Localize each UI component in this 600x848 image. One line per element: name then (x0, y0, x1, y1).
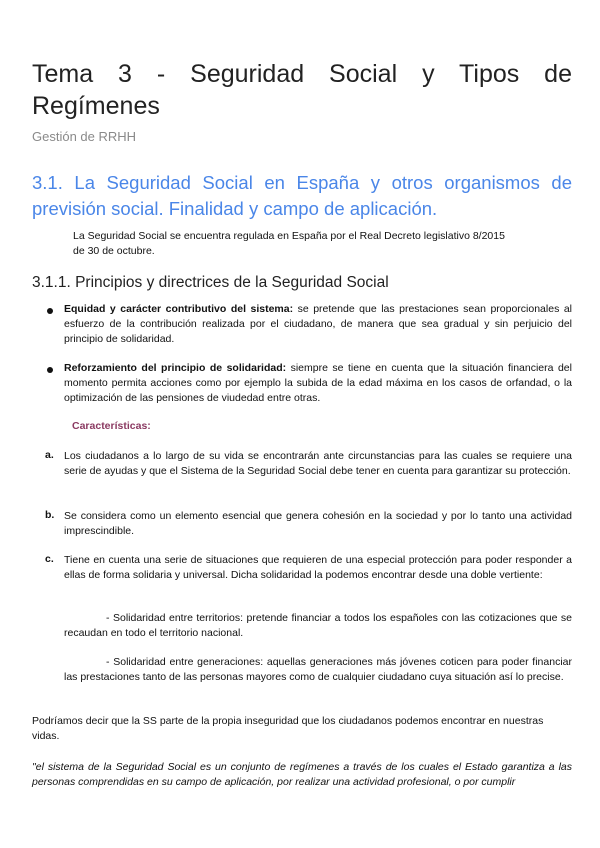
bullet-term: Reforzamiento del principio de solidaridad: (64, 362, 287, 374)
quote-paragraph: "el sistema de la Seguridad Social es un conjunto de regímenes a través de los cuales el Estado garantiza a las personas comprendidas en su campo de aplicación, por realizar una actividad profesional, o por cumplir (32, 761, 572, 788)
document-subtitle: Gestión de RRHH (32, 129, 137, 144)
list-letter: a. (45, 449, 54, 461)
list-letter: b. (45, 509, 55, 521)
bullet-item-solidaridad (64, 361, 572, 406)
sub-item-generaciones: - Solidaridad entre generaciones: aquellas generaciones más jóvenes coticen para poder financiar las prestaciones tanto de las personas mayores como de cualquier ciudadano cuya situación así lo precise. (64, 656, 572, 683)
bullet-text: se pretende que las prestaciones sean proporcionales al esfuerzo de la contribución realizada por el ciudadano, de manera que sea gradual y sin perjuicio del principio de solidaridad. (64, 303, 573, 345)
bullet-dot-icon (47, 308, 53, 314)
bullet-term: Equidad y carácter contributivo del sistema: (64, 303, 294, 315)
closing-paragraph: Podríamos decir que la SS parte de la propia inseguridad que los ciudadanos podemos encontrar en nuestras vidas. (32, 715, 544, 742)
document-title: Tema 3 - Seguridad Social y Tipos de Regímenes (32, 60, 572, 120)
sub-item-territorios: - Solidaridad entre territorios: pretende financiar a todos los españoles con las cotizaciones que se recaudan en todo el territorio nacional. (64, 612, 572, 639)
characteristics-label: Características: (72, 420, 151, 432)
section-intro: La Seguridad Social se encuentra regulada en España por el Real Decreto legislativo 8/2015 de 30 de octubre. (73, 230, 505, 257)
section-heading: 3.1. La Seguridad Social en España y otros organismos de previsión social. Finalidad y campo de aplicación. (32, 172, 572, 219)
bullet-text: siempre se tiene en cuenta que la situación financiera del momento permita acciones como por ejemplo la subida de la edad máxima en los casos de orfandad, o la optimización de las pensiones de viudedad entre otras. (64, 362, 572, 404)
list-item-a: Los ciudadanos a lo largo de su vida se encontrarán ante circunstancias para las cuales se requiere una serie de ayudas y que el Sistema de la Seguridad Social debe tener en cuenta para garantizar su protección. (64, 450, 572, 477)
subsection-heading: 3.1.1. Principios y directrices de la Seguridad Social (32, 274, 389, 291)
list-item-c: Tiene en cuenta una serie de situaciones que requieren de una especial protección para poder responder a ellas de forma solidaria y universal. Dicha solidaridad la podemos encontrar desde una doble vertiente: (64, 554, 572, 581)
bullet-item-equidad (64, 302, 572, 347)
bullet-dot-icon (47, 367, 53, 373)
list-letter: c. (45, 553, 54, 565)
list-item-b: Se considera como un elemento esencial que genera cohesión en la sociedad y por lo tanto una actividad imprescindible. (64, 510, 572, 537)
